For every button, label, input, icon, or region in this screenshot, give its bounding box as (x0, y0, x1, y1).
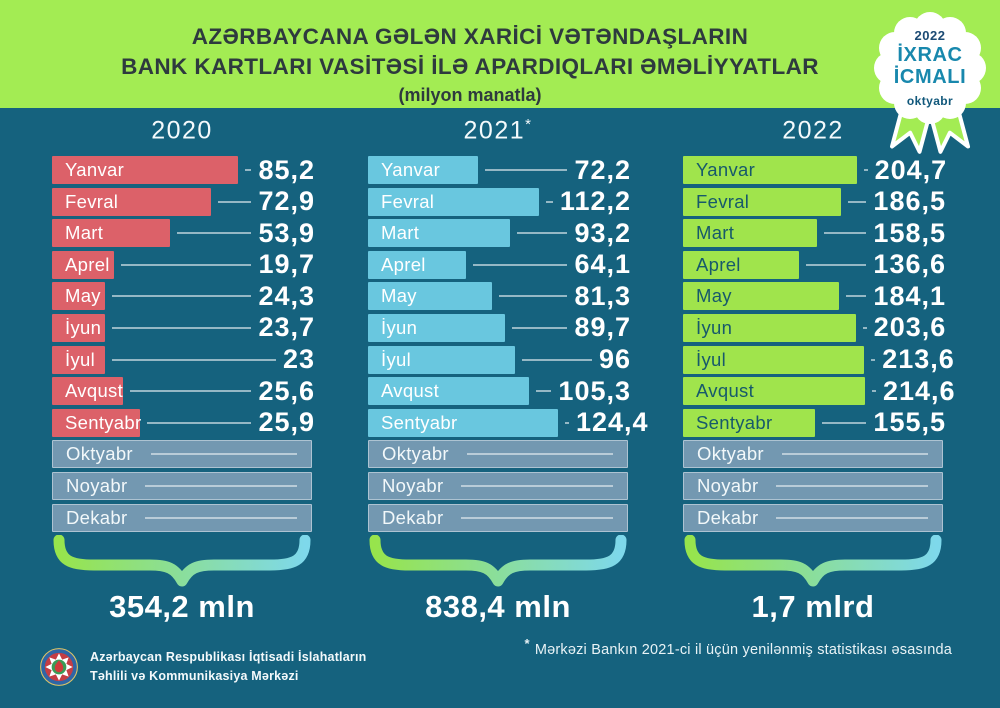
month-bar (683, 282, 839, 310)
empty-value-line (776, 517, 928, 519)
month-bar (683, 409, 815, 437)
bar-row-2022-8 (683, 375, 956, 406)
value-connector-line (871, 359, 875, 361)
month-label: İyun (65, 316, 102, 338)
badge-title-line-1: İXRAC (897, 44, 963, 66)
value-connector-line (546, 201, 553, 203)
badge-title-line-2: İCMALI (893, 66, 967, 88)
bar-value: 25,9 (258, 407, 315, 438)
bar-row-2020-9 (52, 409, 315, 437)
month-label: Dekabr (382, 506, 444, 528)
organization-name (90, 648, 366, 686)
bar-value: 23,7 (258, 312, 315, 343)
empty-value-line (467, 453, 613, 455)
month-bar-no-data (683, 504, 943, 532)
value-connector-line (112, 359, 276, 361)
footnote-text: Mərkəzi Bankın 2021-ci il üçün yenilənmiş statistikası əsasında (534, 641, 952, 658)
badge-month: oktyabr (906, 94, 954, 108)
column-2022 (683, 116, 956, 625)
month-bar (52, 188, 211, 216)
month-bar (683, 219, 817, 247)
month-bar (368, 188, 539, 216)
bar-row-2021-4 (368, 251, 631, 279)
value-connector-line (848, 201, 866, 203)
page-title (70, 22, 870, 106)
month-label: Dekabr (66, 506, 128, 528)
bar-value: 89,7 (574, 312, 631, 343)
bar-row-2021-1 (368, 156, 631, 184)
month-bar (683, 156, 857, 184)
month-label: Yanvar (381, 159, 441, 180)
bar-row-2022-1 (683, 156, 946, 184)
sum-brace-icon (683, 535, 943, 587)
month-label: Noyabr (382, 474, 444, 496)
empty-value-line (145, 485, 297, 487)
column-2021 (368, 116, 649, 625)
bar-row-2021-8 (368, 377, 631, 405)
month-label: Noyabr (697, 474, 759, 496)
bar-row-2022-6 (683, 314, 946, 342)
bar-row-2021-nodata-3 (368, 504, 631, 532)
bars-2021 (368, 154, 649, 532)
value-connector-line (872, 390, 876, 392)
empty-value-line (776, 485, 928, 487)
bar-row-2022-4 (683, 251, 946, 279)
bar-row-2021-5 (368, 282, 631, 310)
header-band (0, 0, 1000, 108)
title-line-2: BANK KARTLARI VASİTƏSİ İLƏ APARDIQLARI ƏMƏLİYYATLAR (121, 54, 819, 80)
month-label: İyul (696, 348, 726, 370)
organization-credit (38, 646, 366, 688)
month-label: Yanvar (65, 159, 125, 180)
value-connector-line (112, 327, 251, 329)
month-label: Oktyabr (66, 443, 133, 465)
year-label: 2020 (151, 116, 213, 145)
title-line-1: AZƏRBAYCANA GƏLƏN XARİCİ VƏTƏNDAŞLARIN (191, 24, 749, 49)
month-bar (683, 377, 865, 405)
bars-2022 (683, 154, 956, 532)
value-connector-line (485, 169, 567, 171)
bar-value: 124,4 (576, 407, 649, 438)
bar-value: 112,2 (559, 186, 631, 217)
value-connector-line (473, 264, 568, 266)
month-label: May (696, 285, 732, 307)
value-connector-line (517, 232, 567, 234)
bar-row-2021-3 (368, 219, 631, 247)
year-total-2020: 354,2 mln (109, 589, 255, 625)
column-2020 (52, 116, 315, 625)
bar-value: 96 (598, 344, 631, 375)
value-connector-line (565, 422, 569, 424)
month-bar (52, 377, 123, 405)
value-connector-line (499, 295, 567, 297)
month-label: Aprel (65, 253, 110, 275)
month-label: Aprel (696, 253, 741, 275)
sum-brace-icon (52, 535, 312, 587)
month-bar (368, 314, 505, 342)
bar-value: 158,5 (873, 217, 946, 248)
bar-row-2021-2 (368, 188, 631, 216)
month-label: İyun (381, 316, 418, 338)
bar-value: 186,5 (873, 186, 946, 217)
month-label: Mart (696, 222, 735, 244)
bar-value: 214,6 (883, 375, 956, 406)
value-connector-line (522, 359, 592, 361)
footnote (525, 636, 952, 658)
month-label: Avqust (65, 380, 124, 402)
year-header-2020 (52, 116, 312, 146)
empty-value-line (782, 453, 928, 455)
month-bar (683, 251, 799, 279)
badge-year: 2022 (914, 28, 946, 43)
month-bar (52, 346, 105, 374)
month-label: May (381, 285, 417, 307)
bar-row-2022-3 (683, 219, 946, 247)
month-label: May (65, 285, 101, 307)
month-label: İyul (381, 348, 411, 370)
month-label: Fevral (381, 190, 435, 212)
value-connector-line (806, 264, 867, 266)
month-bar (683, 314, 856, 342)
bar-value: 105,3 (558, 375, 631, 406)
bar-value: 204,7 (874, 154, 948, 185)
month-label: Fevral (696, 190, 750, 212)
year-total-2021: 838,4 mln (425, 589, 571, 625)
footnote-asterisk: * (524, 636, 530, 651)
month-bar (368, 282, 492, 310)
bar-value: 72,2 (574, 154, 631, 185)
value-connector-line (536, 390, 552, 392)
bar-row-2020-8 (52, 377, 315, 405)
bar-value: 25,6 (258, 375, 315, 406)
bars-2020 (52, 156, 315, 532)
month-label: Avqust (381, 380, 440, 402)
value-connector-line (177, 232, 252, 234)
month-bar (52, 282, 105, 310)
month-label: Fevral (65, 190, 119, 212)
year-label: 2022 (782, 116, 844, 145)
value-connector-line (112, 295, 251, 297)
month-bar-no-data (683, 440, 943, 468)
month-bar-no-data (368, 440, 628, 468)
bar-row-2021-6 (368, 314, 631, 342)
month-label: İyun (696, 316, 733, 338)
bar-row-2021-9 (368, 407, 649, 438)
bar-value: 155,5 (873, 407, 946, 438)
bar-value: 136,6 (873, 249, 946, 280)
month-bar (52, 219, 170, 247)
bar-row-2020-7 (52, 346, 315, 374)
bar-value: 81,3 (574, 280, 631, 311)
month-label: İyul (65, 348, 95, 370)
bar-value: 203,6 (873, 312, 947, 343)
bar-row-2021-nodata-1 (368, 440, 631, 468)
month-label: Dekabr (697, 506, 759, 528)
value-connector-line (824, 232, 866, 234)
value-connector-line (822, 422, 867, 424)
month-bar-no-data (368, 472, 628, 500)
bar-row-2021-nodata-2 (368, 472, 631, 500)
bar-row-2020-5 (52, 282, 315, 310)
month-bar-no-data (52, 472, 312, 500)
month-label: Avqust (696, 380, 755, 402)
bar-value: 64,1 (574, 249, 631, 280)
bar-row-2022-5 (683, 282, 946, 310)
value-connector-line (130, 390, 252, 392)
month-label: Oktyabr (382, 443, 449, 465)
month-bar (368, 377, 529, 405)
bar-value: 184,1 (873, 280, 946, 311)
month-label: Sentyabr (696, 411, 773, 433)
month-label: Mart (65, 222, 104, 244)
title-unit-subtitle: (milyon manatla) (398, 85, 542, 106)
month-label: Aprel (381, 253, 426, 275)
bar-row-2022-nodata-2 (683, 472, 946, 500)
bar-value: 93,2 (574, 217, 631, 248)
month-label: Mart (381, 222, 420, 244)
month-label: Noyabr (66, 474, 128, 496)
bar-value: 23 (282, 344, 315, 375)
month-bar-no-data (683, 472, 943, 500)
bar-value: 24,3 (258, 280, 315, 311)
bar-row-2022-2 (683, 188, 946, 216)
bar-value: 85,2 (258, 154, 315, 185)
month-bar-no-data (52, 504, 312, 532)
bar-row-2020-4 (52, 251, 315, 279)
month-bar (368, 156, 478, 184)
bar-value: 213,6 (882, 344, 955, 375)
bar-row-2020-6 (52, 314, 315, 342)
bar-row-2020-2 (52, 188, 315, 216)
month-bar (683, 346, 864, 374)
month-bar (52, 251, 114, 279)
bar-row-2020-1 (52, 156, 315, 184)
bar-row-2022-7 (683, 344, 955, 375)
value-connector-line (863, 327, 867, 329)
month-bar (368, 251, 466, 279)
value-connector-line (121, 264, 251, 266)
month-label: Yanvar (696, 159, 756, 180)
month-bar (52, 314, 105, 342)
value-connector-line (864, 169, 868, 171)
sum-brace-icon (368, 535, 628, 587)
month-bar-no-data (368, 504, 628, 532)
month-bar (52, 409, 140, 437)
month-label: Sentyabr (65, 411, 142, 433)
bar-row-2020-nodata-1 (52, 440, 315, 468)
azerbaijan-emblem-icon (38, 646, 80, 688)
year-total-2022: 1,7 mlrd (751, 589, 875, 625)
month-bar (52, 156, 238, 184)
bar-row-2022-nodata-1 (683, 440, 946, 468)
empty-value-line (461, 517, 613, 519)
bar-value: 53,9 (258, 217, 315, 248)
bar-row-2020-nodata-2 (52, 472, 315, 500)
year-label: 2021 (463, 116, 526, 145)
empty-value-line (151, 453, 297, 455)
year-header-2021 (368, 116, 628, 146)
value-connector-line (147, 422, 251, 424)
month-bar (368, 409, 558, 437)
bar-row-2020-3 (52, 219, 315, 247)
value-connector-line (846, 295, 866, 297)
bar-value: 19,7 (258, 249, 315, 280)
empty-value-line (461, 485, 613, 487)
organization-name-line-1: Azərbaycan Respublikası İqtisadi İslahatların (90, 650, 367, 665)
bar-row-2022-nodata-3 (683, 504, 946, 532)
month-bar (368, 346, 515, 374)
month-label: Sentyabr (381, 411, 458, 433)
bar-row-2021-7 (368, 346, 631, 374)
value-connector-line (218, 201, 251, 203)
year-asterisk: * (525, 116, 533, 133)
value-connector-line (512, 327, 567, 329)
empty-value-line (145, 517, 297, 519)
bar-value: 72,9 (258, 186, 315, 217)
month-bar (368, 219, 510, 247)
bar-row-2020-nodata-3 (52, 504, 315, 532)
month-bar-no-data (52, 440, 312, 468)
bar-row-2022-9 (683, 409, 946, 437)
month-label: Oktyabr (697, 443, 764, 465)
year-header-2022 (683, 116, 943, 146)
value-connector-line (245, 169, 251, 171)
month-bar (683, 188, 841, 216)
organization-name-line-2: Təhlili və Kommunikasiya Mərkəzi (90, 669, 299, 683)
